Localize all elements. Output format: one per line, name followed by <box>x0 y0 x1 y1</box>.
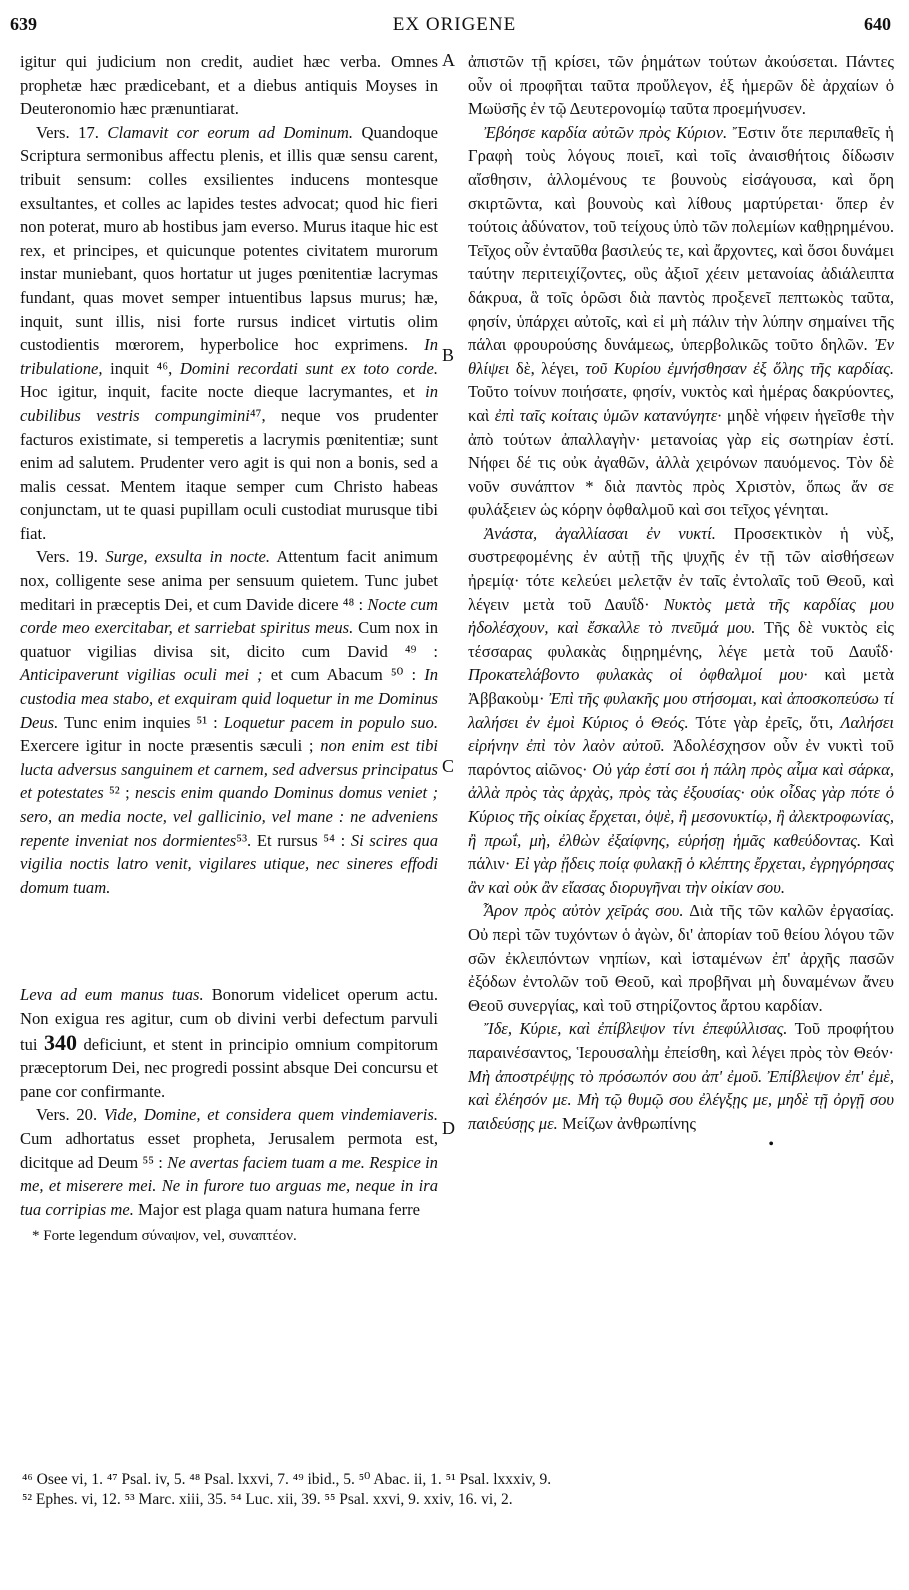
latin-para-5: Vers. 20. Vide, Domine, et considera quem vindemiaveris. Cum adhortatus esset propheta, Jerusalem permota est, dicitque ad Deum ⁵⁵ : Ne avertas faciem tuam a me. Respice in me, et miserere mei. Ne in furore tuo arguas me, neque in ira tua corripias me. Major est plaga quam natura humana ferre <box>20 1105 439 1219</box>
reference-line-1: ⁴⁶ Osee vi, 1. ⁴⁷ Psal. iv, 5. ⁴⁸ Psal. lxxvi, 7. ⁴⁹ ibid., 5. ⁵⁰ Abac. ii, 1. ⁵¹ Psal. lxxxiv, 9. <box>22 1471 552 1488</box>
margin-letter-c: C <box>442 756 455 776</box>
greek-para-1: ἀπιστῶν τῇ κρίσει, τῶν ῥημάτων τούτων ἀκούσεται. Πάντες οὖν οἱ προφῆται ταῦτα προὔλεγον, ἐξ ἡμερῶν δὲ ἀρχαίων ὁ Μωϋσῆς ἐν τῷ Δευτερονομίῳ ταῦτα προεμήνυσεν. <box>468 52 894 119</box>
margin-letter-b: B <box>442 345 455 365</box>
margin-letter-a: A <box>442 50 455 70</box>
latin-para-3: Vers. 19. Surge, exsulta in nocte. Attentum facit animum nox, colligente sese anima per sensuum quietem. Tunc jubet meditari in præceptis Dei, et cum Davide dicere ⁴⁸ : Nocte cum corde meo exercitabar, et sarriebat spiritus meus. Cum nox in quatuor vigilias divisa sit, dicito cum David ⁴⁹ : Anticipaverunt vigilias oculi mei ; et cum Abacum ⁵⁰ : In custodia mea stabo, et exquiram quid loquetur in me Dominus Deus. Tunc enim inquies ⁵¹ : Loquetur pacem in populo suo. Exercere igitur in nocte præsentis sæculi ; non enim est tibi lucta adversus sanguinem et carnem, sed adversus principatus et potestates ⁵² ; nescis enim quando Dominus domus veniet ; sero, an media nocte, vel gallicinio, vel mane : ne adveniens repente inveniat nos dormientes⁵³. Et rursus ⁵⁴ : Si scires qua vigilia noctis latro venit, vigilares utique, nec sineres effodi domum tuam. <box>20 547 439 897</box>
page-header <box>0 14 909 38</box>
running-title: EX ORIGENE <box>392 14 517 35</box>
greek-para-3: Ἀνάστα, ἀγαλλίασαι ἐν νυκτί. Προσεκτικὸν ἡ νὺξ, συστρεφομένης ἐν αὐτῇ τῆς ψυχῆς ἐν τῇ τῶν αἰσθήσεων ἠρεμίᾳ· τότε κελεύει μελετᾷν ἐν ταῖς ἐντολαῖς τοῦ Θεοῦ, καὶ λέγειν μετὰ τοῦ Δαυΐδ· Νυκτὸς μετὰ τῆς καρδίας μου ἠδολέσχουν, καὶ ἔσκαλλε τὸ πνεῦμά μου. Τῆς δὲ νυκτὸς εἰς τέσσαρας φυλακὰς διῃρημένης, λέγε μετὰ τοῦ Δαυΐδ· Προκατελάβοντο φυλακὰς οἱ ὀφθαλμοί μου· καὶ μετὰ Ἀββακοὺμ· Ἐπὶ τῆς φυλακῆς μου στήσομαι, καὶ ἀποσκοπεύσω τί λαλήσει ἐν ἐμοὶ Κύριος ὁ Θεός. Τότε γὰρ ἐρεῖς, ὅτι, Λαλήσει εἰρήνην ἐπὶ τὸν λαὸν αὐτοῦ. Ἀδολέσχησον οὖν ἐν νυκτὶ τοῦ παρόντος αἰῶνος· Οὐ γάρ ἐστί σοι ἡ πάλη πρὸς αἷμα καὶ σάρκα, ἀλλὰ πρὸς τὰς ἀρχὰς, πρὸς τὰς ἐξουσίας· οὐκ οἶδας γὰρ πότε ὁ Κύριος τῆς οἰκίας ἔρχεται, ὀψὲ, ἢ μεσονυκτίῳ, ἢ ἀλεκτροφωνίας, ἢ πρωΐ, μὴ, ἐλθὼν ἐξαίφνης, εὑρήσῃ ἡμᾶς καθεύδοντας. Καὶ πάλιν· Εἰ γὰρ ᾔδεις ποίᾳ φυλακῇ ὁ κλέπτης ἔρχεται, ἐγρηγόρησας ἂν καὶ οὐκ ἂν εἴασας διορυγῆναι τὴν οἰκίαν σου. <box>468 523 895 897</box>
column-gap <box>20 899 438 983</box>
greek-para-4: Ἆρον πρὸς αὐτὸν χεῖράς σου. Διὰ τῆς τῶν καλῶν ἐργασίας. Οὐ περὶ τῶν τυχόντων ὁ ἀγὼν, δι' ἀπορίαν τοῦ θείου λόγου τῶν σῶν ἐκλειπόντων νηπίων, καὶ ἱσταμένων ἐπ' ἀρχῆς πασῶν ἐξόδων ἐντολῶν τοῦ Θεοῦ, καὶ προβῆναι μὴ δυναμένων ἄνευ Θεοῦ συνεργίας, καὶ τοῦ στηρίζοντος ἄρτου καρδίαν. <box>468 901 895 1015</box>
marginal-number: 340 <box>44 1029 78 1055</box>
end-dot: • <box>768 1136 774 1154</box>
column-footnote: * Forte legendum σύναψον, vel, συναπτέον. <box>32 1228 297 1245</box>
margin-letter-d: D <box>442 1118 455 1138</box>
reference-line-2: ⁵² Ephes. vi, 12. ⁵³ Marc. xiii, 35. ⁵⁴ Luc. xii, 39. ⁵⁵ Psal. xxvi, 9. xxiv, 16. vi, 2. <box>22 1491 513 1508</box>
page-number-right: 640 <box>864 14 891 34</box>
greek-para-2: Ἐβόησε καρδία αὐτῶν πρὸς Κύριον. Ἔστιν ὅτε περιπαθεῖς ἡ Γραφὴ τοὺς λόγους ποιεῖ, καὶ τοῖς ἀναισθήτοις δίδωσιν αἴσθησιν, ἁλλομένους τε βουνοὺς εἰσάγουσα, καὶ ὄρη σκιρτῶντα, καὶ βουνοὺς καὶ λίθους μαρτύρεται· ὅπερ ἐν τούτοις ἀδύνατον, τοῦ τείχους ὑπὸ τῶν πολεμίων καθῃρημένου. Τεῖχος οὖν ἐνταῦθα βασιλεύς τε, καὶ ἄρχοντες, καὶ ὅσοι δυνάμει ταύτην περιτειχίζοντες, οὓς ἀξιοῖ χέειν μετανοίας ἀδιάλειπτα δάκρυα, ἃ τοῖς ὁρῶσι διὰ παντὸς προξενεῖ πεπτωκὸς ταῦτα, φησίν, ὑπάρχει αὐτοῖς, καὶ εἰ μὴ πάλιν τὴν λύπην σημαίνει τῆς πάλαι φρουρούσης δυνάμεως, ὑπερβολικῶς τοῦτο δηλῶν. Ἐν θλίψει δὲ, λέγει, τοῦ Κυρίου ἐμνήσθησαν ἐξ ὅλης τῆς καρδίας. Τοῦτο τοίνυν ποιήσατε, φησίν, νυκτὸς καὶ ἡμέρας δακρύοντες, καὶ ἐπὶ ταῖς κοίταις ὑμῶν κατανύγητε· μηδὲ νήφειν ἡγεῖσθε τὴν ἀπὸ τούτων ἀπαλλαγὴν· μετανοίας γὰρ εἰς σωτηρίαν ἐστί. Νήφει δέ τις οὐκ ἀγαθῶν, ἀλλὰ χειρόνων παυόμενος. Τὸν δὲ νοῦν συνάπτον * διὰ παντὸς πρὸς Χριστὸν, ὅπως ἄν σε φυλάξειεν ὡς κόρην ὀφθαλμοῦ καὶ σοι τεῖχος γένηται. <box>468 122 895 520</box>
page-number-left: 639 <box>10 14 37 34</box>
greek-column <box>468 50 894 1155</box>
latin-para-4: Leva ad eum manus tuas. Bonorum videlicet operum actu. Non exigua res agitur, cum ob divini verbi defectum parvuli tui 340 deficiunt, et stent in principio omnium compitorum præceptorum Dei, nec progredi possint absque Dei concursu et pane cor confirmante. <box>20 985 439 1101</box>
latin-para-1: igitur qui judicium non credit, audiet hæc verba. Omnes prophetæ hæc prædicebant, et a diebus antiquis Moyses in Deuteronomio hæc prænuntiarat. <box>20 52 438 119</box>
latin-para-2: Vers. 17. Clamavit cor eorum ad Dominum. Quandoque Scriptura sermonibus affectu plenis, et illis quæ sensu carent, tribuit sensum: colles exsilientes inducens montesque exsultantes, et colles ac lapides testes advocat; quod hic fieri non poterat, muro ab hostibus jam everso. Murus itaque hic est rex, et principes, et quicunque potentes civitatem murorum instar muniebant, quos hortatur ut juges pœnitentiæ lacrymas fundant, quas movet semper intuentibus lapsus murus; hæ, inquit, sunt illis, nisi forte rursus indicet virtutis olim custodientis mœrorem, hyperbolice hoc exprimens. In tribulatione, inquit ⁴⁶, Domini recordati sunt ex toto corde. Hoc igitur, inquit, facite nocte dieque lacrymantes, et in cubilibus vestris compungimini⁴⁷, neque vos prudenter facturos existimate, si temperetis a lacrymis pœnitentiæ; sunt enim ad salutem. Prudenter vero agit is qui non a bonis, sed a malis cessat. Mentem itaque semper cum Christo habeas conjunctam, ut te quasi pupillam oculi custodiat murusque tibi fiat. <box>20 122 438 543</box>
latin-column <box>20 50 438 1247</box>
greek-para-5: Ἴδε, Κύριε, καὶ ἐπίβλεψον τίνι ἐπεφύλλισας. Τοῦ προφήτου παραινέσαντος, Ἱερουσαλὴμ ἐπείσθη, καὶ λέγει πρὸς τὸν Θεόν· Μὴ ἀποστρέψῃς τὸ πρόσωπόν σου ἀπ' ἐμοῦ. Ἐπίβλεψον ἐπ' ἐμὲ, καὶ ἐλέησόν με. Μὴ τῷ θυμῷ σου ἐλέγξῃς με, μηδὲ τῇ ὀργῇ σου παιδεύσῃς με. Μείζων ἀνθρωπίνης <box>468 1019 894 1133</box>
scripture-references <box>22 1470 892 1510</box>
